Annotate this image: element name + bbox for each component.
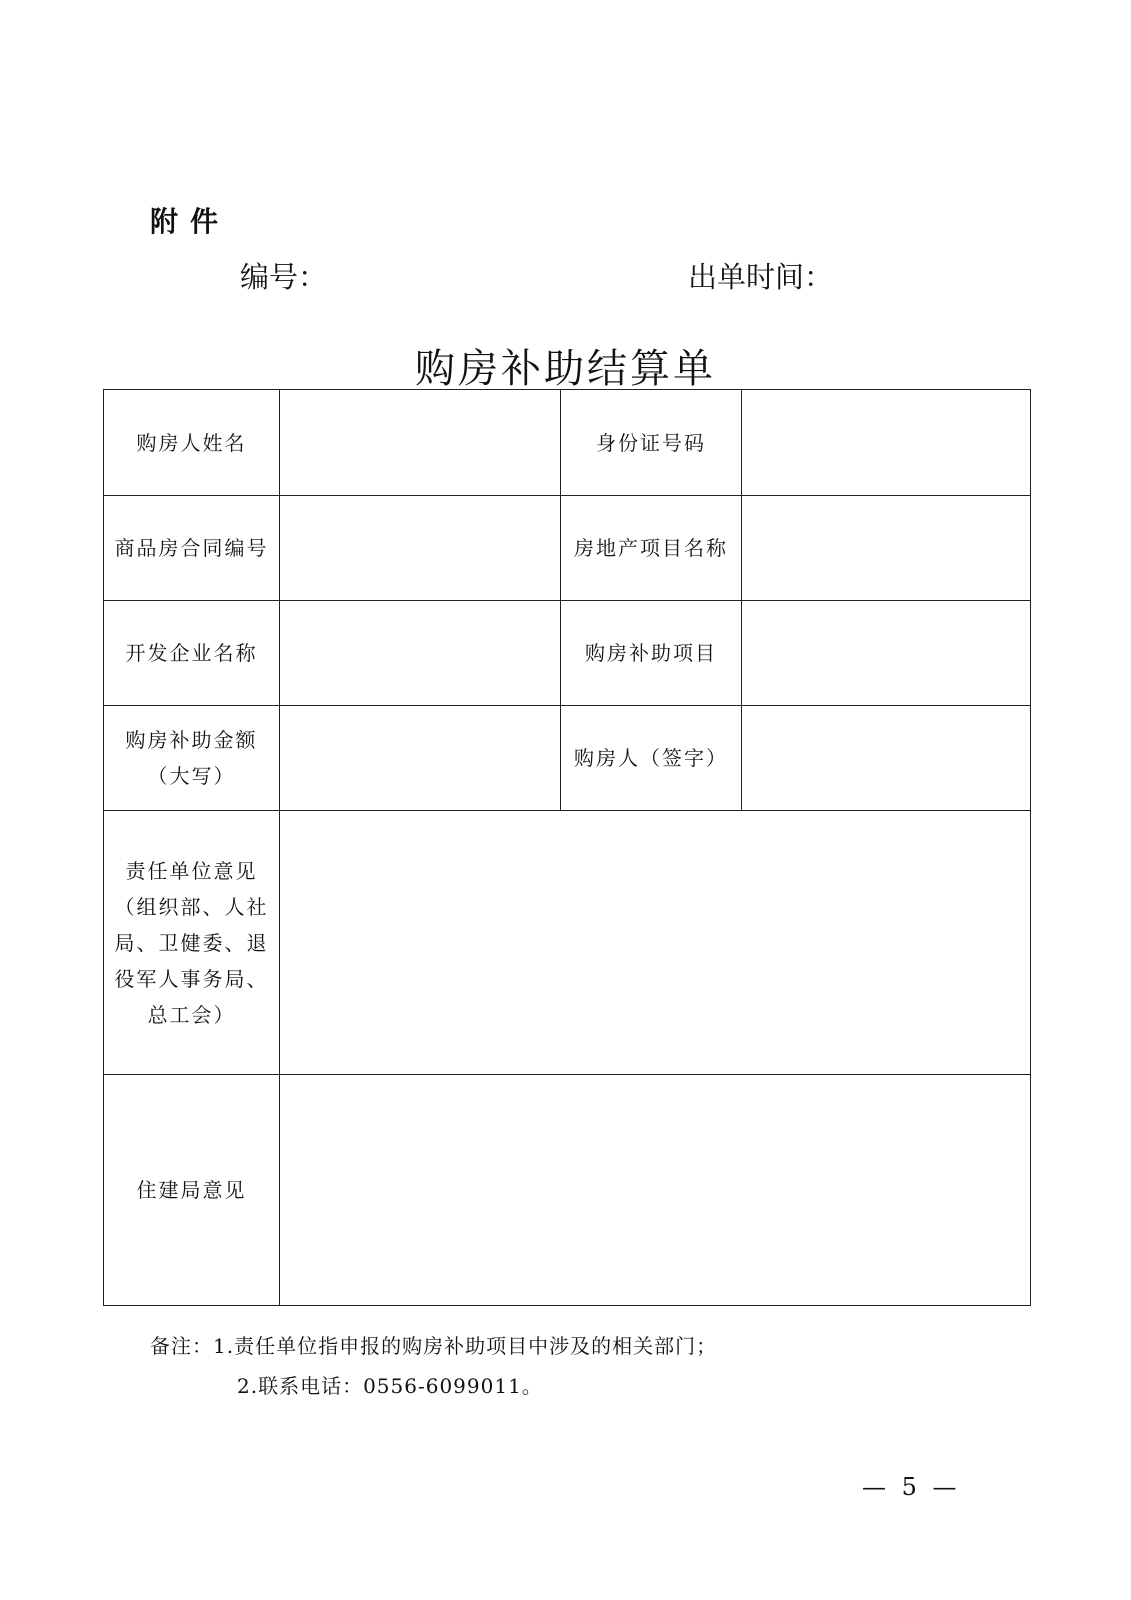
responsible-unit-opinion-label xyxy=(104,811,280,1075)
settlement-form-table xyxy=(103,389,1031,1306)
buyer-signature-field[interactable] xyxy=(742,706,1031,811)
issue-time-label: 出单时间： xyxy=(688,260,834,294)
table-row xyxy=(104,706,1031,811)
opinion-label-line: 责任单位意见 xyxy=(125,858,258,883)
opinion-label-line: 总工会） xyxy=(147,1002,236,1027)
subsidy-amount-label xyxy=(104,706,280,811)
note-line-1: 备注：1.责任单位指申报的购房补助项目中涉及的相关部门； xyxy=(150,1334,718,1358)
opinion-label-line: 局、卫健委、退 xyxy=(114,930,269,955)
table-row xyxy=(104,1075,1031,1306)
buyer-signature-label: 购房人（签字） xyxy=(561,706,742,811)
subsidy-item-label: 购房补助项目 xyxy=(561,601,742,706)
buyer-name-field[interactable] xyxy=(280,390,561,496)
page-number: — 5 — xyxy=(862,1473,961,1501)
table-row xyxy=(104,601,1031,706)
project-name-label: 房地产项目名称 xyxy=(561,496,742,601)
opinion-label-line: 役军人事务局、 xyxy=(114,966,269,991)
housing-bureau-opinion-field[interactable] xyxy=(280,1075,1031,1306)
subsidy-amount-label-line2: （大写） xyxy=(147,764,236,788)
attachment-label: 附件 xyxy=(150,205,231,238)
note-line-2: 2.联系电话：0556-6099011。 xyxy=(237,1374,543,1398)
buyer-name-label: 购房人姓名 xyxy=(104,390,280,496)
contract-number-field[interactable] xyxy=(280,496,561,601)
subsidy-item-field[interactable] xyxy=(742,601,1031,706)
table-row xyxy=(104,496,1031,601)
number-label: 编号： xyxy=(240,260,328,294)
id-number-field[interactable] xyxy=(742,390,1031,496)
id-number-label: 身份证号码 xyxy=(561,390,742,496)
subsidy-amount-field[interactable] xyxy=(280,706,561,811)
page-title: 购房补助结算单 xyxy=(415,346,716,392)
developer-name-label: 开发企业名称 xyxy=(104,601,280,706)
opinion-label-line: （组织部、人社 xyxy=(114,894,269,919)
table-row xyxy=(104,811,1031,1075)
project-name-field[interactable] xyxy=(742,496,1031,601)
subsidy-amount-label-line1: 购房补助金额 xyxy=(125,728,258,752)
responsible-unit-opinion-field[interactable] xyxy=(280,811,1031,1075)
contract-number-label: 商品房合同编号 xyxy=(104,496,280,601)
developer-name-field[interactable] xyxy=(280,601,561,706)
table-row xyxy=(104,390,1031,496)
housing-bureau-opinion-label: 住建局意见 xyxy=(104,1075,280,1306)
